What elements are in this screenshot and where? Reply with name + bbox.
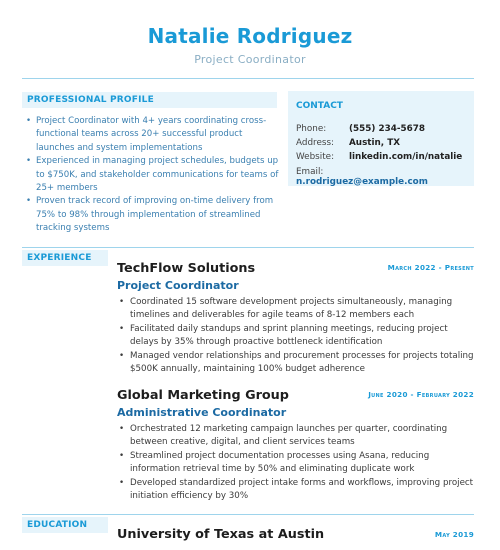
school-name: University of Texas at Austin [117, 527, 325, 542]
profile-heading: PROFESSIONAL PROFILE [22, 92, 277, 108]
email-label: Email: [296, 167, 324, 177]
contact-website-row [296, 152, 462, 162]
candidate-name: Natalie Rodriguez [147, 24, 353, 48]
experience-heading: EXPERIENCE [22, 250, 108, 266]
job-dates: June 2020 - February 2022 [368, 390, 474, 399]
profile-item: • Project Coordinator with 4+ years coordinating cross-functional teams across 20+ successful product launches and system implementations [26, 115, 280, 155]
candidate-role: Project Coordinator [194, 53, 306, 66]
contact-heading: CONTACT [296, 101, 343, 111]
contact-phone-row [296, 124, 425, 134]
resume-header [0, 24, 500, 66]
job-bullet: • Coordinated 15 software development projects simultaneously, managing timelines and deliverables for agile teams of 8-12 members each [117, 296, 477, 323]
job-bullets [117, 423, 477, 503]
contact-email-row [296, 167, 474, 187]
job-bullet: • Streamlined project documentation processes using Asana, reducing information retrieval time by 50% and eliminating duplicate work [117, 450, 477, 477]
experience-divider [22, 247, 474, 248]
profile-list [26, 115, 280, 236]
job-dates: March 2022 - Present [387, 263, 474, 272]
job-bullet: • Facilitated daily standups and sprint planning meetings, reducing project delays by 35% through proactive bottleneck identification [117, 323, 477, 350]
job-title: Project Coordinator [117, 279, 239, 292]
address-value: Austin, TX [349, 138, 400, 148]
phone-label: Phone: [296, 124, 327, 134]
job-bullet: • Developed standardized project intake forms and workflows, improving project initiation efficiency by 30% [117, 477, 477, 504]
profile-item: • Experienced in managing project schedules, budgets up to $750K, and stakeholder communications for teams of 25+ members [26, 155, 280, 195]
education-heading: EDUCATION [22, 517, 108, 533]
job-title: Administrative Coordinator [117, 406, 287, 419]
header-divider [22, 78, 474, 79]
education-divider [22, 514, 474, 515]
email-link[interactable]: n.rodriguez@example.com [296, 177, 428, 187]
job-company: TechFlow Solutions [117, 261, 256, 276]
education-dates: May 2019 [434, 530, 474, 539]
profile-item: • Proven track record of improving on-time delivery from 75% to 98% through implementation of streamlined tracking systems [26, 195, 280, 235]
website-link[interactable]: linkedin.com/in/natalie [349, 152, 463, 162]
job-bullet: • Orchestrated 12 marketing campaign launches per quarter, coordinating between creative, digital, and client services teams [117, 423, 477, 450]
phone-value: (555) 234-5678 [349, 124, 425, 134]
website-label: Website: [296, 152, 335, 162]
job-bullets [117, 296, 477, 376]
job-company: Global Marketing Group [117, 388, 289, 403]
contact-panel [288, 91, 474, 186]
job-bullet: • Managed vendor relationships and procurement processes for projects totaling $500K annually, maintaining 100% budget adherence [117, 350, 477, 377]
address-label: Address: [296, 138, 334, 148]
contact-address-row [296, 138, 400, 148]
